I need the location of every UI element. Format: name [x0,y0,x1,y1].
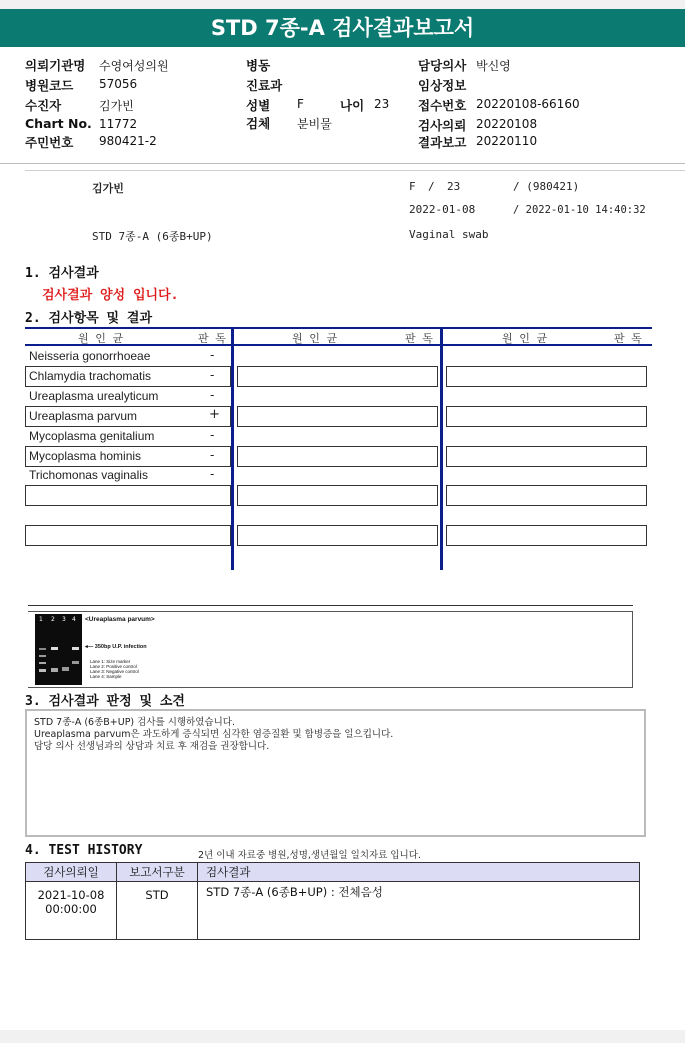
specimen-value: 분비물 [297,117,332,131]
history-type: STD [117,882,198,940]
summary-name: 김가빈 [92,182,124,195]
opinion-text [34,717,393,753]
history-date-cell [26,882,117,940]
opinion-line: Ureaplasma parvum은 과도하게 증식되면 심각한 염증질환 및 합병증을 일으킵니다. [34,729,394,740]
examinee-label: 수진자 [25,98,62,113]
sex-label: 성별 [246,98,271,113]
gel-legend-item: Lane 4: Sample [90,674,122,679]
summary-specimen: Vaginal swab [409,228,489,241]
organism-result: - [210,368,215,382]
gel-title: <Ureaplasma parvum> [85,616,155,623]
table-column-divider [440,327,443,570]
gel-legend-item: Lane 2: Positive control [90,664,137,669]
hospital-code-label: 병원코드 [25,78,74,93]
summary-age: 23 [447,180,461,193]
table-row [237,366,438,387]
section2-heading: 2. 검사항목 및 결과 [25,311,153,326]
organism-name: Chlamydia trachomatis [29,369,152,383]
gel-legend-item: Lane 3: Negative control [90,669,139,674]
divider [0,163,685,164]
gel-legend [90,659,139,679]
table-row [237,406,438,427]
table-row [25,525,231,546]
summary-rrn: / (980421) [513,180,580,193]
chart-label: Chart No. [25,116,92,131]
gel-image [35,614,82,685]
opinion-line: 담당 의사 선생님과의 상담과 치료 후 재검을 권장합니다. [34,741,270,752]
result-value: 20220110 [476,134,538,148]
rrn-value: 980421-2 [99,134,157,148]
col-organism-header: 원 인 균 [502,332,548,345]
clinical-label: 임상정보 [418,78,467,93]
hospital-code-value: 57056 [99,77,138,91]
table-row [446,525,647,546]
section3-heading: 3. 검사결과 판정 및 소견 [25,694,185,709]
age-label: 나이 [340,98,365,113]
history-col-header: 보고서구분 [117,863,198,882]
section1-result: 검사결과 양성 입니다. [42,288,179,303]
table-row [237,485,438,506]
organism-name: Mycoplasma genitalium [29,429,155,443]
table-row [446,446,647,467]
table-row [25,485,231,506]
gel-lane-label: 1 [39,616,43,623]
history-result: STD 7종-A (6종B+UP) : 전체음성 [198,882,640,940]
institution-label: 의뢰기관명 [25,58,86,73]
organism-result: - [210,428,215,442]
summary-date1: 2022-01-08 [409,203,476,216]
result-label: 결과보고 [418,135,467,150]
summary-test: STD 7종-A (6종B+UP) [92,230,213,243]
col-organism-header: 원 인 균 [292,332,338,345]
summary-date2: / 2022-01-10 14:40:32 [513,204,646,216]
gel-lane-label: 3 [62,616,66,623]
section4-heading: 4. TEST HISTORY [25,843,143,858]
doctor-value: 박신영 [476,59,511,73]
col-result-header: 판 독 [198,332,226,345]
organism-result: - [210,467,215,481]
history-note: 2년 이내 자료중 병원,성명,생년월일 일치자료 입니다. [198,850,421,861]
col-organism-header: 원 인 균 [78,332,124,345]
gel-lane-label: 4 [72,616,76,623]
gel-bands [35,614,82,685]
request-label: 검사의뢰 [418,118,467,133]
history-header-row [26,863,640,882]
history-time: 00:00:00 [45,902,97,916]
specimen-label: 검체 [246,116,271,131]
age-value: 23 [374,97,390,111]
organism-result: - [210,388,215,402]
organism-result: - [210,448,215,462]
summary-sep: / [428,180,435,193]
opinion-box [25,709,646,837]
institution-value: 수영여성의원 [99,59,169,73]
history-table [25,862,640,940]
history-col-header: 검사결과 [198,863,640,882]
table-row [237,446,438,467]
organism-result: - [210,348,215,362]
divider [25,170,685,171]
examinee-value: 김가빈 [99,99,134,113]
col-result-header: 판 독 [405,332,433,345]
history-date: 2021-10-08 [37,888,105,902]
history-col-header: 검사의뢰일 [26,863,117,882]
table-row [237,525,438,546]
request-value: 20220108 [476,117,538,131]
gel-lane-label: 2 [51,616,55,623]
opinion-line: STD 7종-A (6종B+UP) 검사를 시행하였습니다. [34,717,235,728]
chart-value: 11772 [99,117,138,131]
top-strip [0,0,685,9]
col-result-header: 판 독 [614,332,642,345]
doctor-label: 담당의사 [418,58,467,73]
organism-name: Neisseria gonorrhoeae [29,349,151,363]
receipt-label: 접수번호 [418,98,467,113]
gel-top-rule [28,605,633,606]
section1-heading: 1. 검사결과 [25,266,99,281]
rrn-label: 주민번호 [25,135,74,150]
table-top-rule [25,327,652,329]
receipt-value: 20220108-66160 [476,97,580,111]
gel-legend-item: Lane 1: Size marker [90,659,131,664]
dept-label: 진료과 [246,78,283,93]
history-row [26,882,640,940]
ward-label: 병동 [246,58,271,73]
report-title: STD 7종-A 검사결과보고서 [0,9,685,47]
table-row [446,366,647,387]
table-row [446,406,647,427]
bottom-strip [0,1030,685,1043]
organism-result-positive: + [209,407,220,422]
organism-name: Mycoplasma hominis [29,449,142,463]
table-column-divider [231,327,234,570]
organism-name-positive: Ureaplasma parvum [29,409,138,423]
organism-name: Trichomonas vaginalis [29,468,148,482]
gel-band-label: ◂— 350bp U.P. infection [85,644,147,650]
summary-sex: F [409,180,416,193]
sex-value: F [297,97,304,111]
organism-name: Ureaplasma urealyticum [29,389,159,403]
table-row [446,485,647,506]
